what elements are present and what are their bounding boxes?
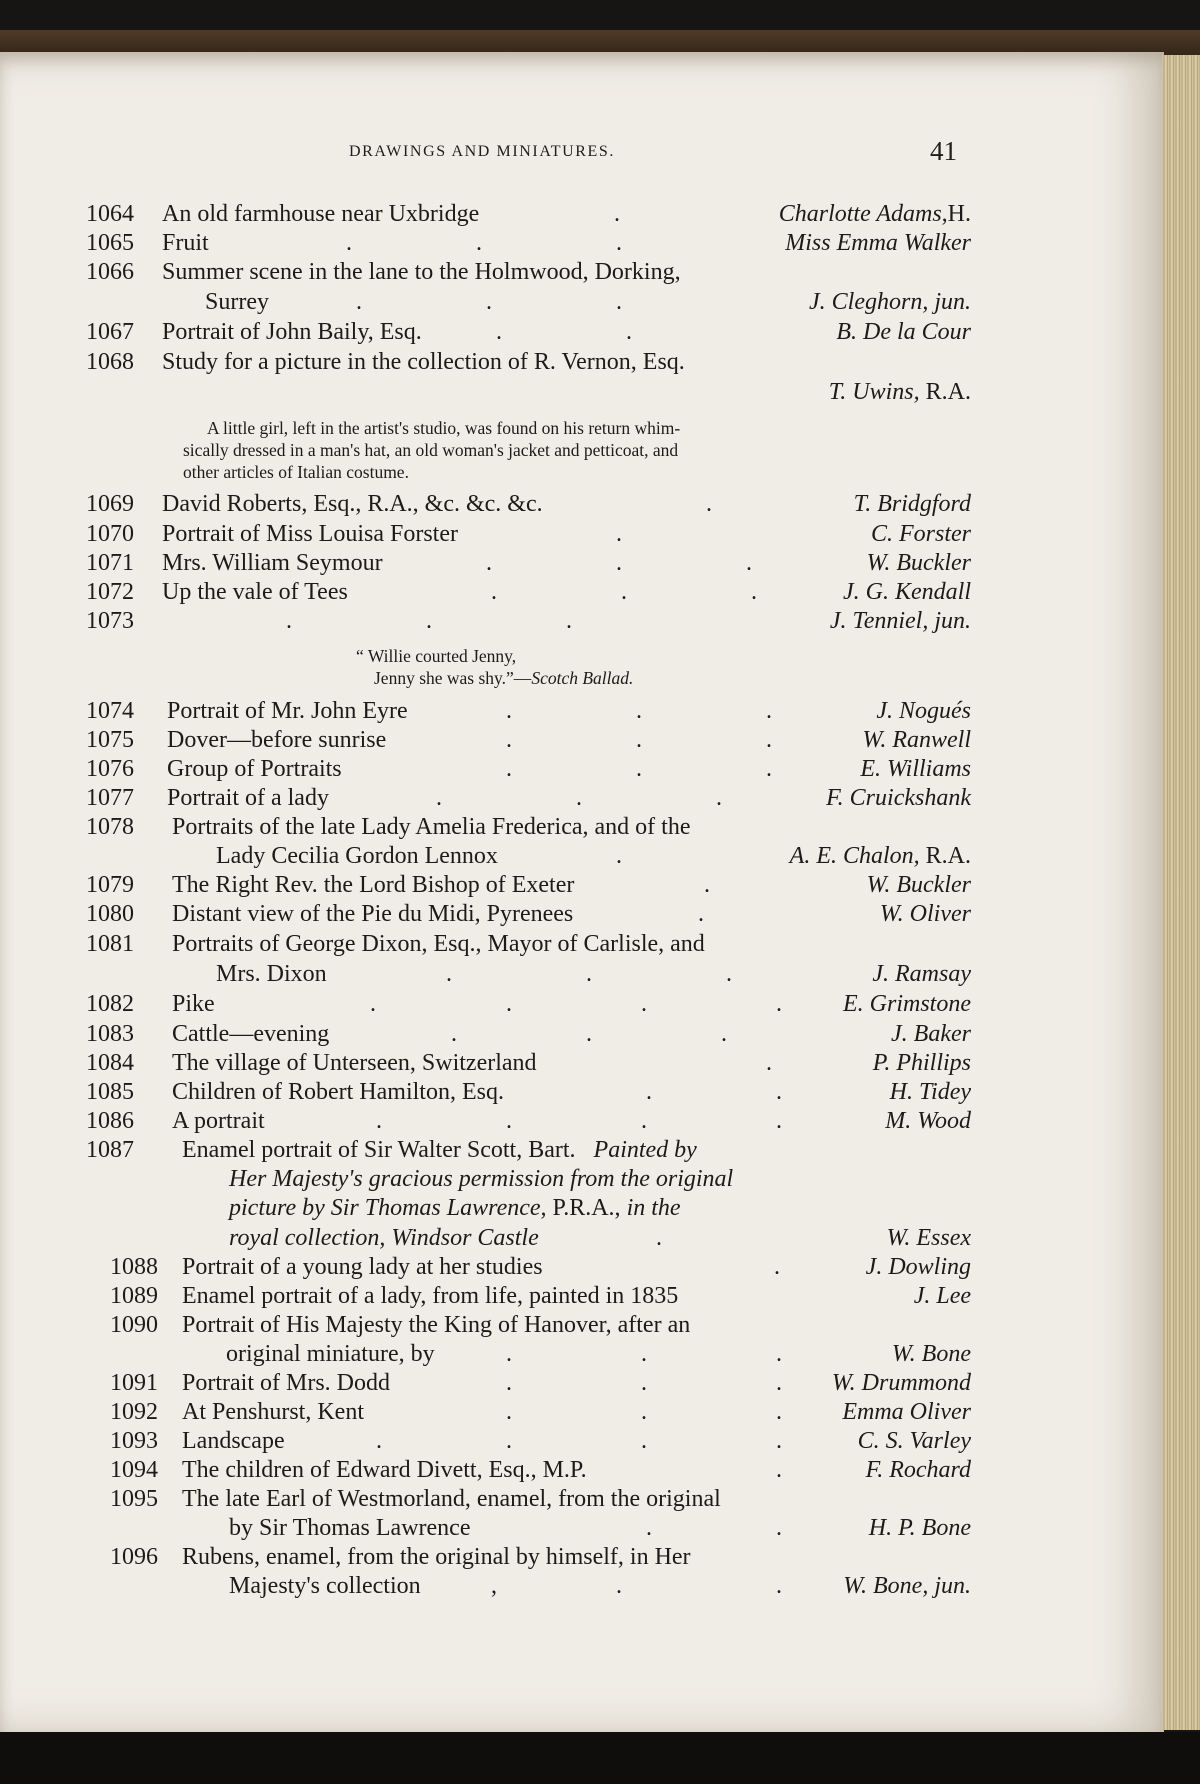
entry-title: Portrait of a lady (167, 785, 329, 811)
entry-number: 1083 (86, 1021, 134, 1047)
entry-note: other articles of Italian costume. (183, 462, 409, 482)
entry-number: 1073 (86, 608, 134, 634)
entry-title: Portrait of John Baily, Esq. (162, 319, 422, 345)
entry-title: Portraits of the late Lady Amelia Frederica, and of the (172, 814, 691, 840)
entry-title: Dover—before sunrise (167, 727, 387, 753)
entry-number: 1079 (86, 872, 134, 898)
entry-note: sically dressed in a man's hat, an old woman's jacket and petticoat, and (183, 440, 679, 460)
entry-number: 1078 (86, 814, 134, 840)
entry-artist: C. Forster (870, 521, 971, 547)
page-edges (1162, 55, 1200, 1730)
entry-number: 1070 (86, 521, 134, 547)
entry-artist: W. Bone, jun. (843, 1573, 971, 1599)
entry-number: 1085 (86, 1079, 134, 1105)
entry-artist: J. Cleghorn, jun. (809, 289, 971, 315)
entry-artist: J. G. Kendall (843, 579, 971, 605)
entry-artist: T. Bridgford (853, 491, 971, 517)
entry-artist: E. Williams (860, 756, 971, 782)
entry-number: 1095 (110, 1486, 158, 1512)
entry-title: At Penshurst, Kent (182, 1399, 364, 1425)
entry-title: Portrait of Miss Louisa Forster (162, 521, 458, 547)
entry-artist: W. Buckler (866, 550, 971, 576)
entry-artist: B. De la Cour (836, 319, 971, 345)
entry-title: The children of Edward Divett, Esq., M.P. (182, 1457, 587, 1483)
entry-artist: W. Essex (886, 1225, 971, 1251)
entry-note: A little girl, left in the artist's studio, was found on his return whim- (207, 418, 681, 438)
entry-artist: T. Uwins, R.A. (828, 379, 971, 405)
entry-title: A portrait (172, 1108, 265, 1134)
entry-title-continued: Surrey (205, 289, 269, 315)
entry-number: 1065 (86, 230, 134, 256)
entry-artist: J. Dowling (865, 1254, 971, 1280)
entry-number: 1080 (86, 901, 134, 927)
entry-number: 1091 (110, 1370, 158, 1396)
entry-number: 1088 (110, 1254, 158, 1280)
entry-number: 1077 (86, 785, 134, 811)
entry-title-continued: Mrs. Dixon (216, 961, 327, 987)
entry-artist: Emma Oliver (842, 1399, 971, 1425)
entry-artist: W. Oliver (879, 901, 971, 927)
entry-title: Portrait of His Majesty the King of Hanover, after an (182, 1312, 691, 1338)
entry-artist: W. Bone (891, 1341, 971, 1367)
entry-artist: E. Grimstone (843, 991, 971, 1017)
entry-title: Study for a picture in the collection of R. Vernon, Esq. (162, 349, 685, 375)
entry-number: 1075 (86, 727, 134, 753)
entry-artist: F. Cruickshank (826, 785, 971, 811)
entry-number: 1087 (86, 1137, 134, 1163)
entry-artist: F. Rochard (865, 1457, 971, 1483)
entry-title: Summer scene in the lane to the Holmwood, Dorking, (162, 259, 681, 285)
entry-title: Enamel portrait of Sir Walter Scott, Bart. Painted by (182, 1137, 697, 1163)
entry-title: An old farmhouse near Uxbridge (162, 201, 480, 227)
entry-number: 1081 (86, 931, 134, 957)
entry-number: 1069 (86, 491, 134, 517)
quote-source: Scotch Ballad. (531, 668, 634, 688)
entry-title: Up the vale of Tees (162, 579, 348, 605)
entry-title: Children of Robert Hamilton, Esq. (172, 1079, 504, 1105)
book-photograph: DRAWINGS AND MINIATURES. 41 1064 An old farmhouse near Uxbridge . Charlotte Adams,H. 1065 Fruit . . . Miss Emma Walker 1066 Summer scene in the lane to the Holmwood, Dorking, Surrey . . . J. Cleghorn, jun. 1067 Portrait of John Baily, Esq. . . B. De la Cour 1068 Study for a picture in the collection of R. Vernon, Esq. T. Uwins, R.A. A little girl, left in the artist's studio, was found on his return whim- sically dressed in a man's hat, an old woman's jacket and petticoat, and other articles of Italian costume. 1069 David Roberts, Esq., R.A., &c. &c. &c. . T. Bridgford 1070 Portrait of Miss Louisa Forster . C. Forster 1071 Mrs. William Seymour . . . W. Buckler 1072 Up the vale of Tees . . . J. G. Kendall 1073 . . . J. Tenniel, jun. “ Willie courted Jenny, Jenny she was shy.”—Scotch Ballad. 1074 Portrait of Mr. John Eyre . . . J. Nogués 1075 Dover—before sunrise . . . W. Ranwell 1076 Group of Portraits . . . E. Williams 1077 Portrait of a lady . . . F. Cruickshank 1078 Portraits of the late Lady Amelia Frederica, and of the Lady Cecilia Gordon Lennox . A. E. Chalon, R.A. 1079 The Right Rev. the Lord Bishop of Exeter . W. Buckler 1080 Distant view of the Pie du Midi, Pyrenees . W. Oliver 1081 Portraits of George Dixon, Esq., Mayor of Carlisle, and Mrs. Dixon . . . J. Ramsay 1082 Pike . . . . E. Grimstone 1083 Cattle—evening . . . J. Baker 1084 The village of Unterseen, Switzerland . P. Phillips 1085 Children of Robert Hamilton, Esq. . . H. Tidey 1086 A portrait . . . . M. Wood 1087 Enamel portrait of Sir Walter Scott, Bart. Painted by Her Majesty's gracious permission from the original picture by Sir Thomas Lawrence, P.R.A., in the royal collection, Windsor Castle . W. Essex 1088 Portrait of a young lady at her studies . J. Dowling 1089 Enamel portrait of a lady, from life, painted in 1835 J. Lee 1090 Portrait of His Majesty the King of Hanover, after an original miniature, by . . . W. Bone 1091 Portrait of Mrs. Dodd . . . W. Drummond 1092 At Penshurst, Kent . . . Emma Oliver 1093 Landscape . . . . C. S. Varley 1094 The children of Edward Divett, Esq., M.P. . F. Rochard 1095 The late Earl of Westmorland, enamel, from the original by Sir Thomas Lawrence . . H. P. Bone 1096 Rubens, enamel, from the original by himself, in Her Majesty's collection , . . W. Bone, jun. (0, 0, 1200, 1784)
entry-title: Landscape (182, 1428, 285, 1454)
entry-number: 1084 (86, 1050, 134, 1076)
entry-number: 1096 (110, 1544, 158, 1570)
entry-artist: H. Tidey (889, 1079, 971, 1105)
entry-number: 1090 (110, 1312, 158, 1338)
entry-quote: “ Willie courted Jenny, (356, 646, 517, 666)
entry-number: 1094 (110, 1457, 158, 1483)
entry-number: 1064 (86, 201, 134, 227)
entry-quote: Jenny she was shy.”—Scotch Ballad. (374, 668, 634, 688)
entry-title-continued: royal collection, Windsor Castle (229, 1225, 539, 1251)
entry-artist: W. Drummond (831, 1370, 971, 1396)
entry-number: 1089 (110, 1283, 158, 1309)
entry-number: 1071 (86, 550, 134, 576)
entry-title: Rubens, enamel, from the original by himself, in Her (182, 1544, 691, 1570)
entry-artist: Charlotte Adams,H. (778, 201, 971, 227)
entry-artist: J. Baker (891, 1021, 971, 1047)
entry-artist: M. Wood (885, 1108, 971, 1134)
entry-title-continued: picture by Sir Thomas Lawrence, P.R.A., in the (229, 1195, 681, 1221)
entry-number: 1086 (86, 1108, 134, 1134)
entry-number: 1068 (86, 349, 134, 375)
entry-title: Distant view of the Pie du Midi, Pyrenees (172, 901, 574, 927)
entry-artist: W. Buckler (866, 872, 971, 898)
entry-title: Enamel portrait of a lady, from life, painted in 1835 (182, 1283, 679, 1309)
entry-number: 1072 (86, 579, 134, 605)
entry-title: Pike (172, 991, 215, 1017)
entry-number: 1093 (110, 1428, 158, 1454)
entry-title: Portrait of Mr. John Eyre (167, 698, 408, 724)
entry-title: Cattle—evening (172, 1021, 330, 1047)
entry-number: 1082 (86, 991, 134, 1017)
entry-title-continued: Her Majesty's gracious permission from the original (229, 1166, 734, 1192)
entry-title: Portrait of Mrs. Dodd (182, 1370, 390, 1396)
entry-title: The Right Rev. the Lord Bishop of Exeter (172, 872, 575, 898)
entry-artist: W. Ranwell (862, 727, 971, 753)
entry-artist: J. Tenniel, jun. (829, 608, 971, 634)
entry-number: 1076 (86, 756, 134, 782)
entry-number: 1092 (110, 1399, 158, 1425)
entry-artist: A. E. Chalon, R.A. (789, 843, 971, 869)
entry-title: Portraits of George Dixon, Esq., Mayor of Carlisle, and (172, 931, 705, 957)
entry-title-continued: original miniature, by (226, 1341, 435, 1367)
entry-title: The village of Unterseen, Switzerland (172, 1050, 537, 1076)
entry-title: Fruit (162, 230, 209, 256)
entry-title: Mrs. William Seymour (162, 550, 383, 576)
entry-title: David Roberts, Esq., R.A., &c. &c. &c. (162, 491, 543, 517)
entry-artist: J. Nogués (876, 698, 971, 724)
page-number: 41 (930, 136, 957, 166)
entry-artist: H. P. Bone (868, 1515, 971, 1541)
entry-artist: J. Lee (913, 1283, 971, 1309)
entry-artist: J. Ramsay (872, 961, 971, 987)
entry-artist: P. Phillips (872, 1050, 971, 1076)
entry-title-continued: Lady Cecilia Gordon Lennox (216, 843, 498, 869)
entry-number: 1067 (86, 319, 134, 345)
entry-artist: Miss Emma Walker (785, 230, 971, 256)
running-head: DRAWINGS AND MINIATURES. (349, 143, 616, 160)
entry-title: Portrait of a young lady at her studies (182, 1254, 543, 1280)
entry-title: The late Earl of Westmorland, enamel, from the original (182, 1486, 721, 1512)
background-shadow (0, 1732, 1200, 1784)
entry-title-continued: by Sir Thomas Lawrence (229, 1515, 471, 1541)
entry-title-continued: Majesty's collection (229, 1573, 421, 1599)
entry-artist: C. S. Varley (857, 1428, 971, 1454)
entry-number: 1066 (86, 259, 134, 285)
entry-title: Group of Portraits (167, 756, 342, 782)
entry-number: 1074 (86, 698, 134, 724)
